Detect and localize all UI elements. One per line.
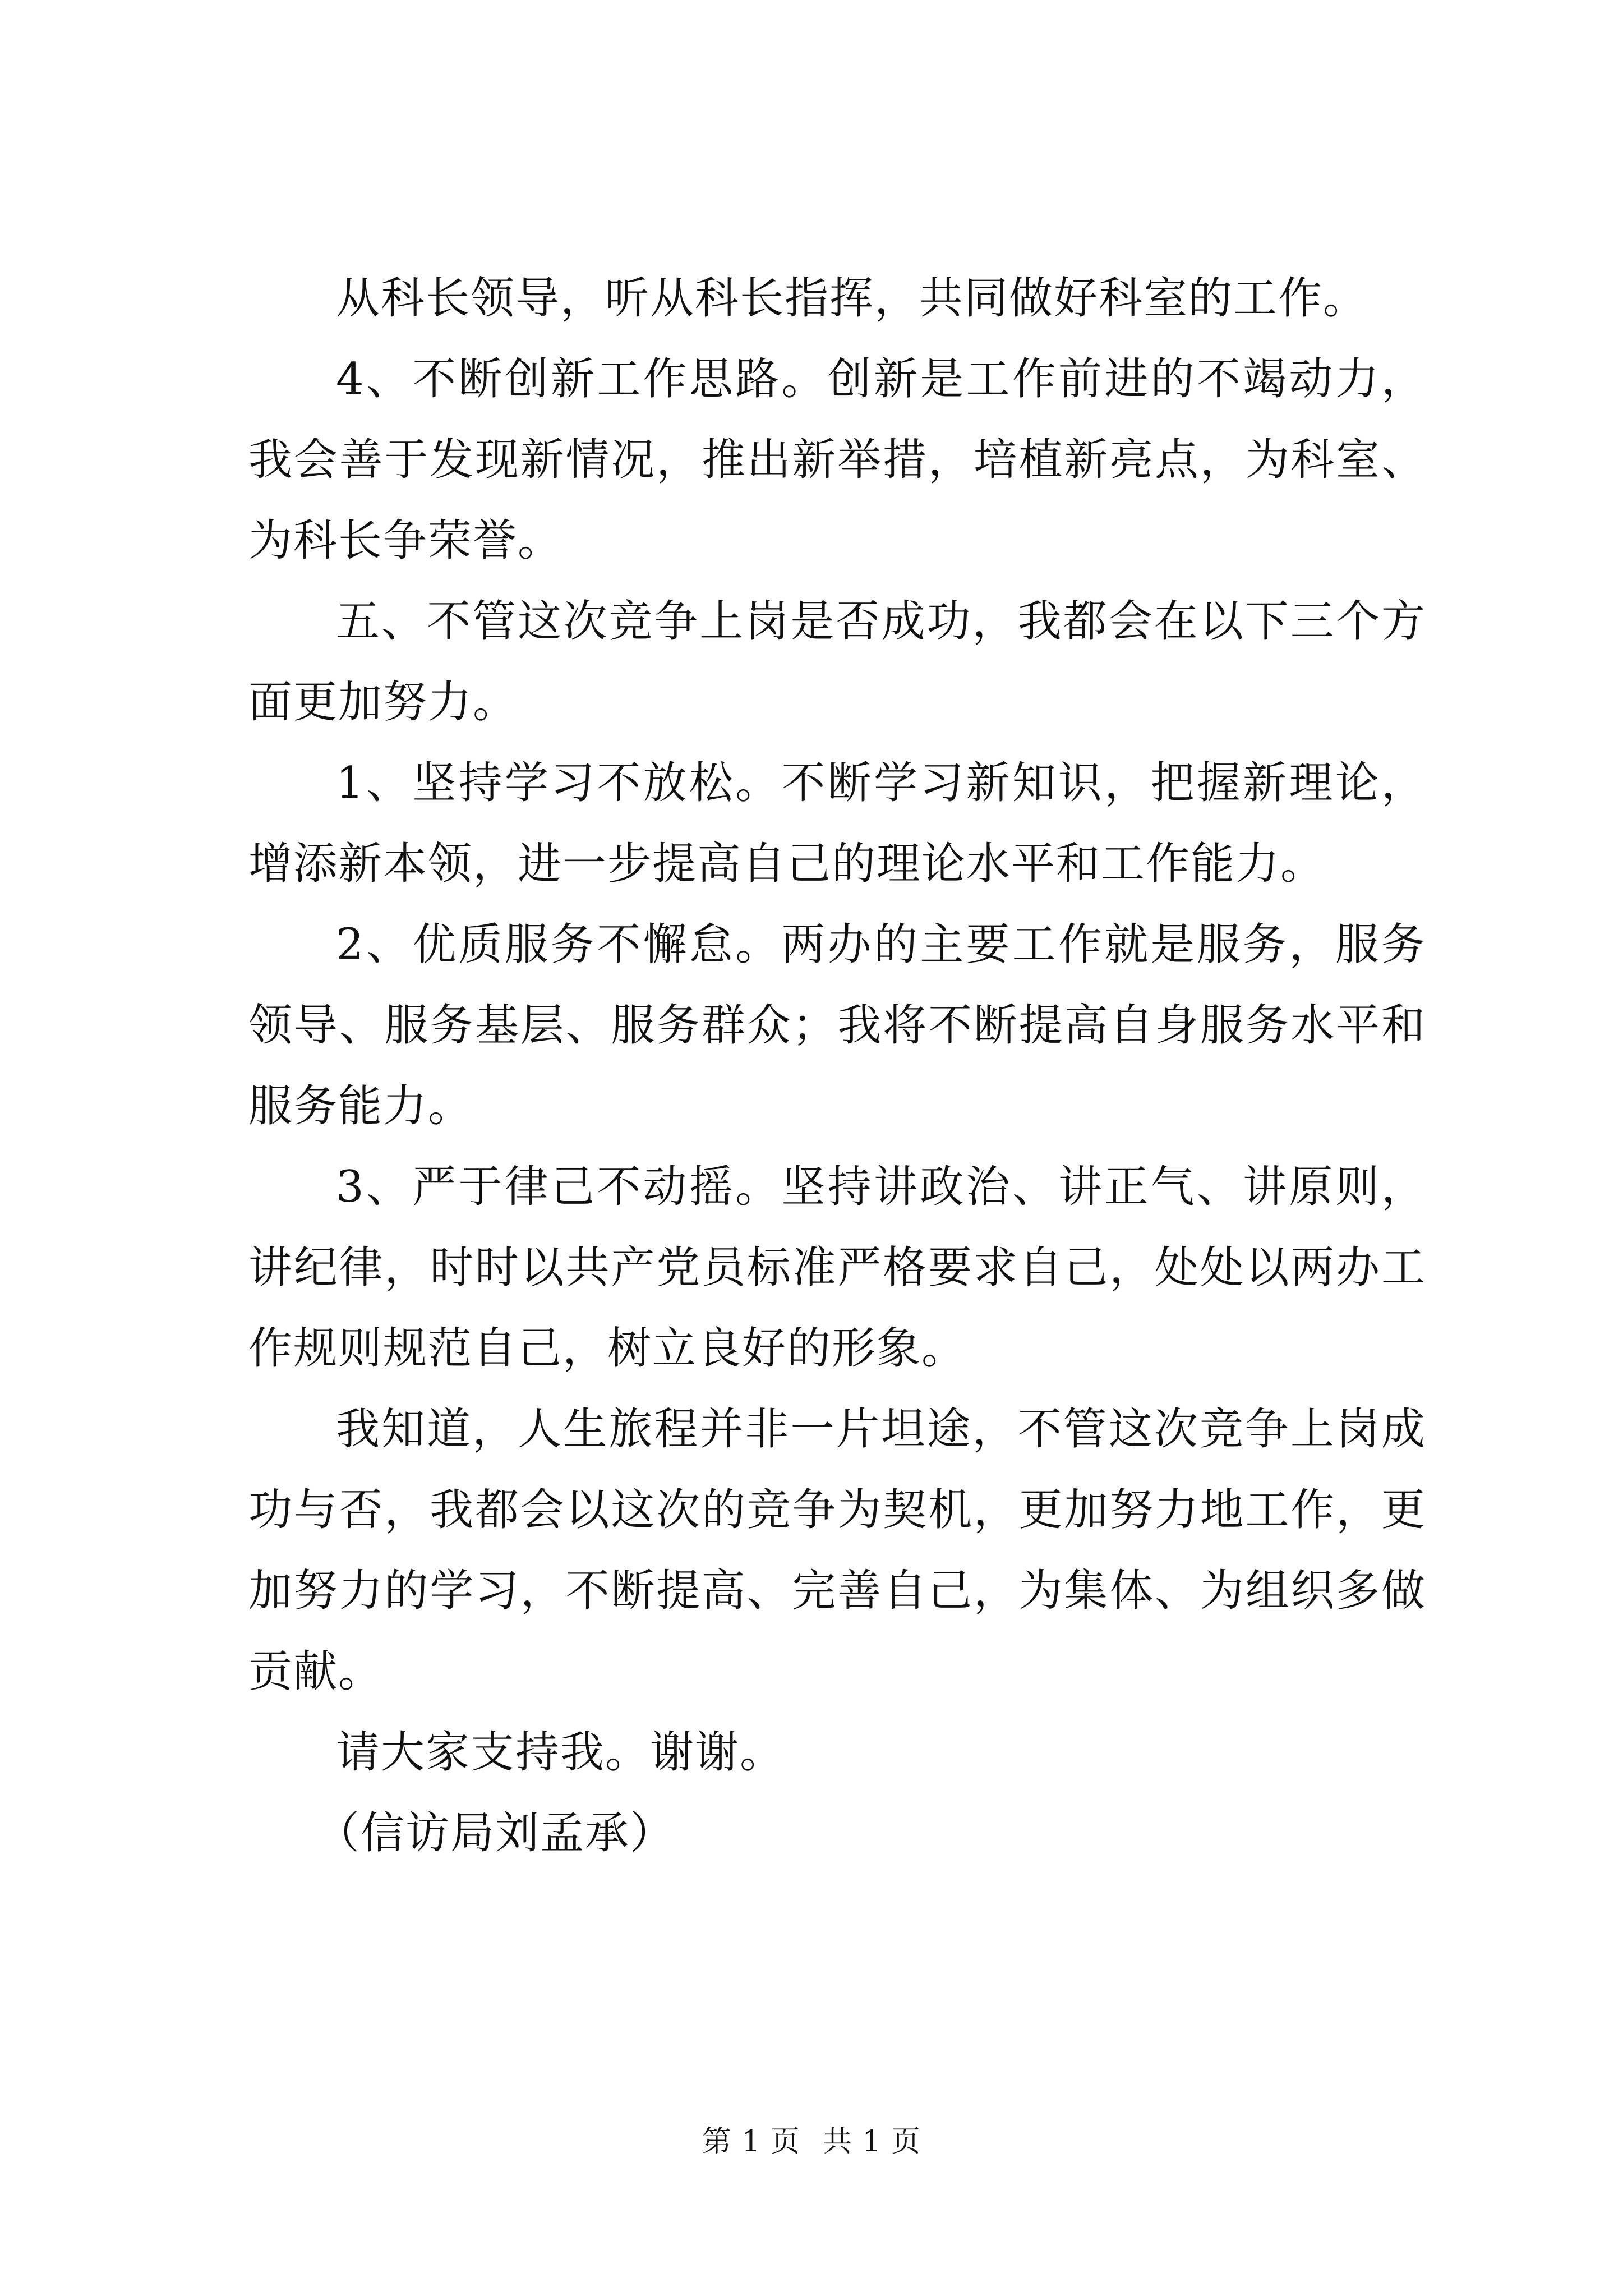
page-number: 第 1 页 bbox=[702, 2125, 800, 2159]
paragraph: 我知道，人生旅程并非一片坦途，不管这次竞争上岗成功与否，我都会以这次的竞争为契机，更加努力地工作，更加努力的学习，不断提高、完善自己，为集体、为组织多做贡献。 bbox=[248, 1404, 1426, 1697]
page-total: 共 1 页 bbox=[823, 2125, 921, 2159]
page-footer bbox=[0, 2118, 1623, 2160]
paragraph: 3、严于律己不动摇。坚持讲政治、讲正气、讲原则，讲纪律，时时以共产党员标准严格要求自己，处处以两办工作规则规范自己，树立良好的形象。 bbox=[248, 1162, 1426, 1374]
signature: （信访局刘孟承） bbox=[316, 1808, 675, 1858]
paragraph: 1、坚持学习不放松。不断学习新知识，把握新理论，增添新本领，进一步提高自己的理论水平和工作能力。 bbox=[248, 758, 1426, 889]
paragraph: 请大家支持我。谢谢。 bbox=[336, 1727, 785, 1778]
paragraph: 4、不断创新工作思路。创新是工作前进的不竭动力，我会善于发现新情况，推出新举措，培植新亮点，为科室、为科长争荣誉。 bbox=[248, 354, 1426, 566]
document-body bbox=[248, 258, 1426, 1874]
paragraph: 从科长领导，听从科长指挥，共同做好科室的工作。 bbox=[336, 273, 1368, 324]
paragraph: 2、优质服务不懈怠。两办的主要工作就是服务，服务领导、服务基层、服务群众；我将不断提高自身服务水平和服务能力。 bbox=[248, 919, 1426, 1131]
paragraph: 五、不管这次竞争上岗是否成功，我都会在以下三个方面更加努力。 bbox=[248, 596, 1426, 728]
